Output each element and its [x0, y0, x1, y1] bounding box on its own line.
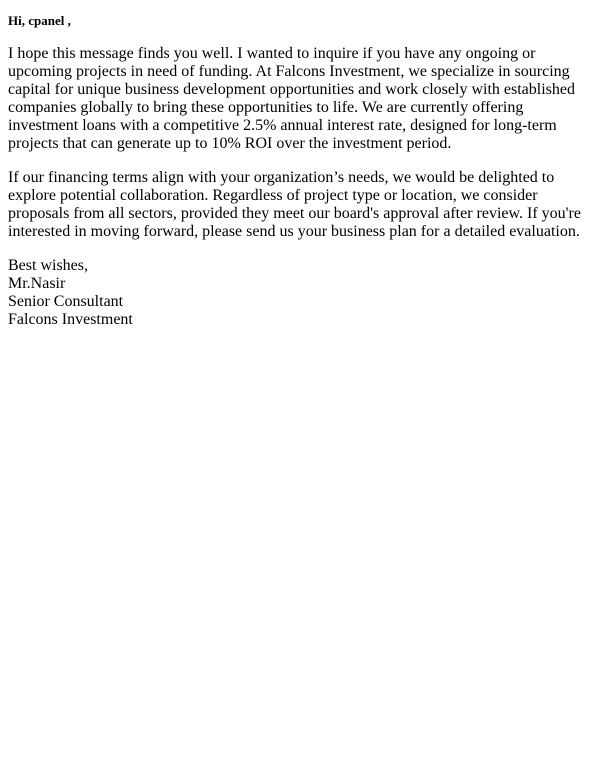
- body-paragraph-2: If our financing terms align with your organization’s needs, we would be delighted to explore potential collaboration. Regardless of project type or location, we consider proposals from all sectors, provided they meet our board's approval after review. If you're interested in moving forward, please send us your business plan for a detailed evaluation.: [8, 169, 581, 240]
- signature-closing: Best wishes,: [8, 257, 88, 274]
- signature-company: Falcons Investment: [8, 311, 133, 328]
- signature-name: Mr.Nasir: [8, 275, 66, 292]
- email-body: [8, 13, 592, 329]
- signature-block: [8, 257, 592, 329]
- body-paragraph-1: I hope this message finds you well. I wanted to inquire if you have any ongoing or upcoming projects in need of funding. At Falcons Investment, we specialize in sourcing capital for unique business development opportunities and work closely with established companies globally to bring these opportunities to life. We are currently offering investment loans with a competitive 2.5% annual interest rate, designed for long-term projects that can generate up to 10% ROI over the investment period.: [8, 45, 575, 152]
- signature-title: Senior Consultant: [8, 293, 124, 310]
- greeting: Hi, cpanel ,: [8, 13, 71, 28]
